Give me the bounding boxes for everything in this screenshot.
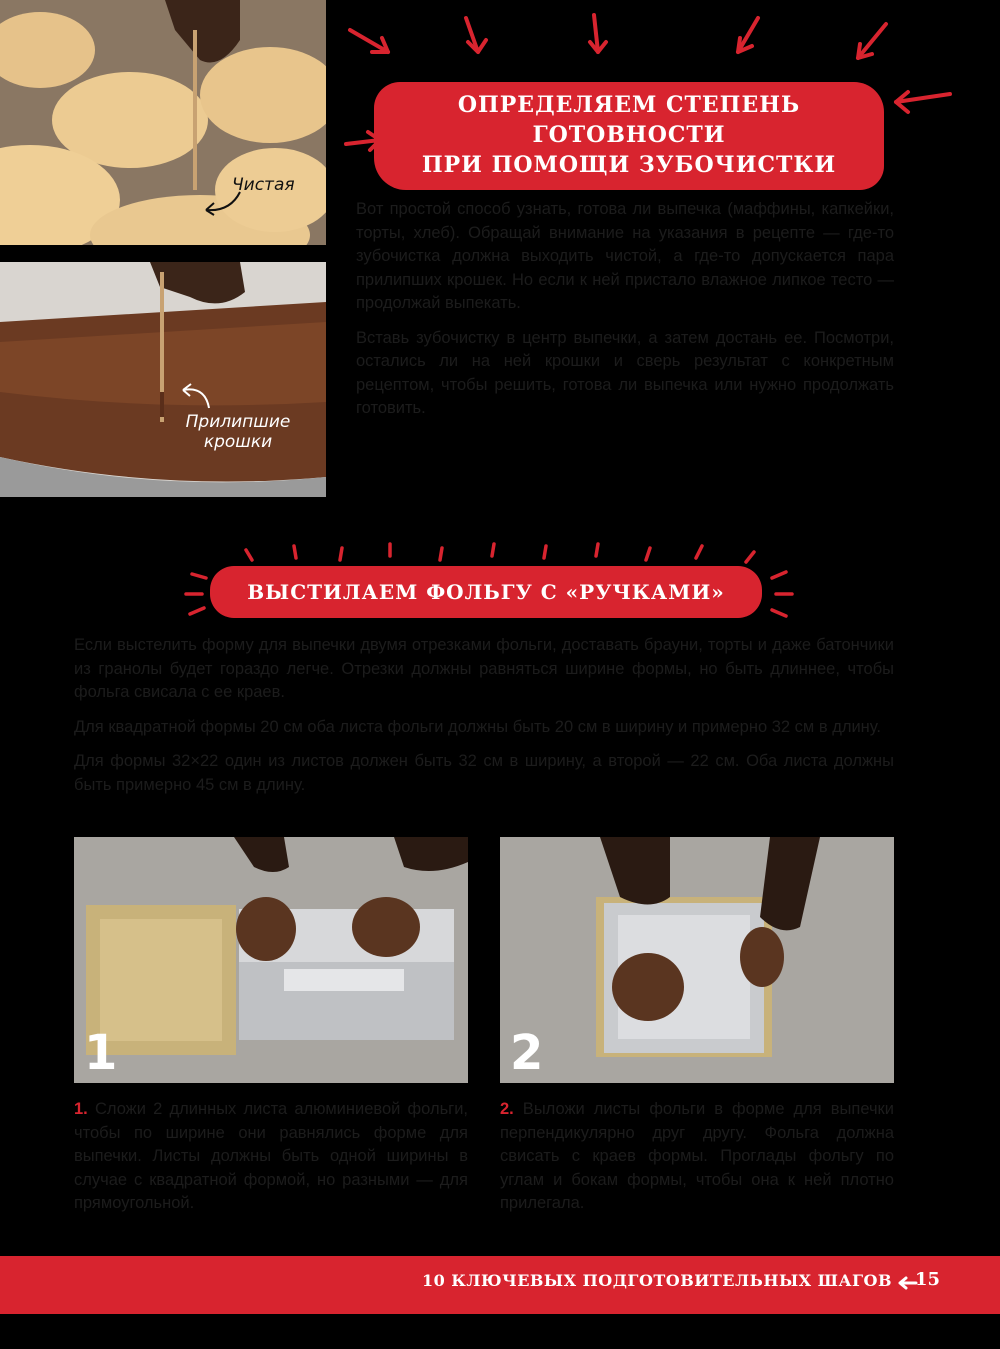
- section1-title-banner: [374, 82, 884, 190]
- section2-paragraph: Если выстелить форму для выпечки двумя отрезками фольги, доставать брауни, торты и даже батончики из гранолы будет гораздо легче. Отрезки должны равняться ширине формы, но быть длиннее, чтобы фольга свисала с ее краев.: [74, 636, 894, 701]
- footer-bar: [0, 1256, 1000, 1314]
- curved-arrow-icon: [175, 380, 326, 497]
- photo-step2-line-pan: [500, 837, 894, 1083]
- footer-title: 10 КЛЮЧЕВЫХ ПОДГОТОВИТЕЛЬНЫХ ШАГОВ: [421, 1271, 892, 1290]
- step2-caption: [500, 1098, 894, 1227]
- section2-title-banner: [210, 566, 762, 618]
- section1-paragraph: Вот простой способ узнать, готова ли выпечка (маффины, капкейки, торты, хлеб). Обращай внимание на указания в рецепте — где-то зубочистка должна выходить чистой, а где-то допускается пара прилипших крошек. Но если к ней пристало влажное липкое тесто — продолжай выпекать.: [356, 200, 894, 312]
- photo-brownie-crumbs-toothpick: [0, 262, 326, 497]
- section1-title-line1: ОПРЕДЕЛЯЕМ СТЕПЕНЬ ГОТОВНОСТИ: [457, 92, 801, 149]
- section2-title: ВЫСТИЛАЕМ ФОЛЬГУ С «РУЧКАМИ»: [247, 580, 725, 604]
- step1-caption: [74, 1098, 468, 1227]
- photo1-label: Чистая: [232, 175, 295, 195]
- section2-paragraph: Для квадратной формы 20 см оба листа фольги должны быть 20 см в ширину и примерно 32 см в длину.: [74, 717, 881, 736]
- step2-text: Выложи листы фольги в форме для выпечки перпендикулярно друг другу. Фольга должна свисать с краев формы. Проглады фольгу по углам и бокам формы, чтобы она к ней плотно прилегала.: [500, 1100, 894, 1212]
- section1-title-line2: ПРИ ПОМОЩИ ЗУБОЧИСТКИ: [421, 151, 837, 178]
- page-number: 15: [914, 1269, 940, 1290]
- curved-arrow-icon: [200, 188, 326, 245]
- photo-step1-fold-foil: [74, 837, 468, 1083]
- section2-paragraph: Для формы 32×22 один из листов должен быть 32 см в ширину, а второй — 22 см. Оба листа должны быть примерно 45 см в длину.: [74, 752, 894, 794]
- photo-cookies-clean-toothpick: [0, 0, 326, 245]
- section1-paragraph: Вставь зубочистку в центр выпечки, а затем достань ее. Посмотри, остались ли на ней крошки и сверь результат с конкретным рецептом, чтобы решить, готова ли выпечка или нужно продолжать готовить.: [356, 328, 894, 417]
- step1-text: Сложи 2 длинных листа алюминиевой фольги, чтобы по ширине они равнялись форме для выпечки. Листы должны быть одной ширины в случае с квадратной формой, но разными — для прямоугольной.: [74, 1100, 468, 1212]
- step1-photo-number: 1: [84, 1025, 118, 1081]
- step2-number: 2.: [500, 1100, 514, 1118]
- section1-text: [356, 198, 894, 432]
- step2-photo-number: 2: [510, 1025, 544, 1081]
- step1-number: 1.: [74, 1100, 88, 1118]
- photo2-label: Прилипшие крошки: [185, 412, 291, 452]
- section2-text: [74, 634, 894, 808]
